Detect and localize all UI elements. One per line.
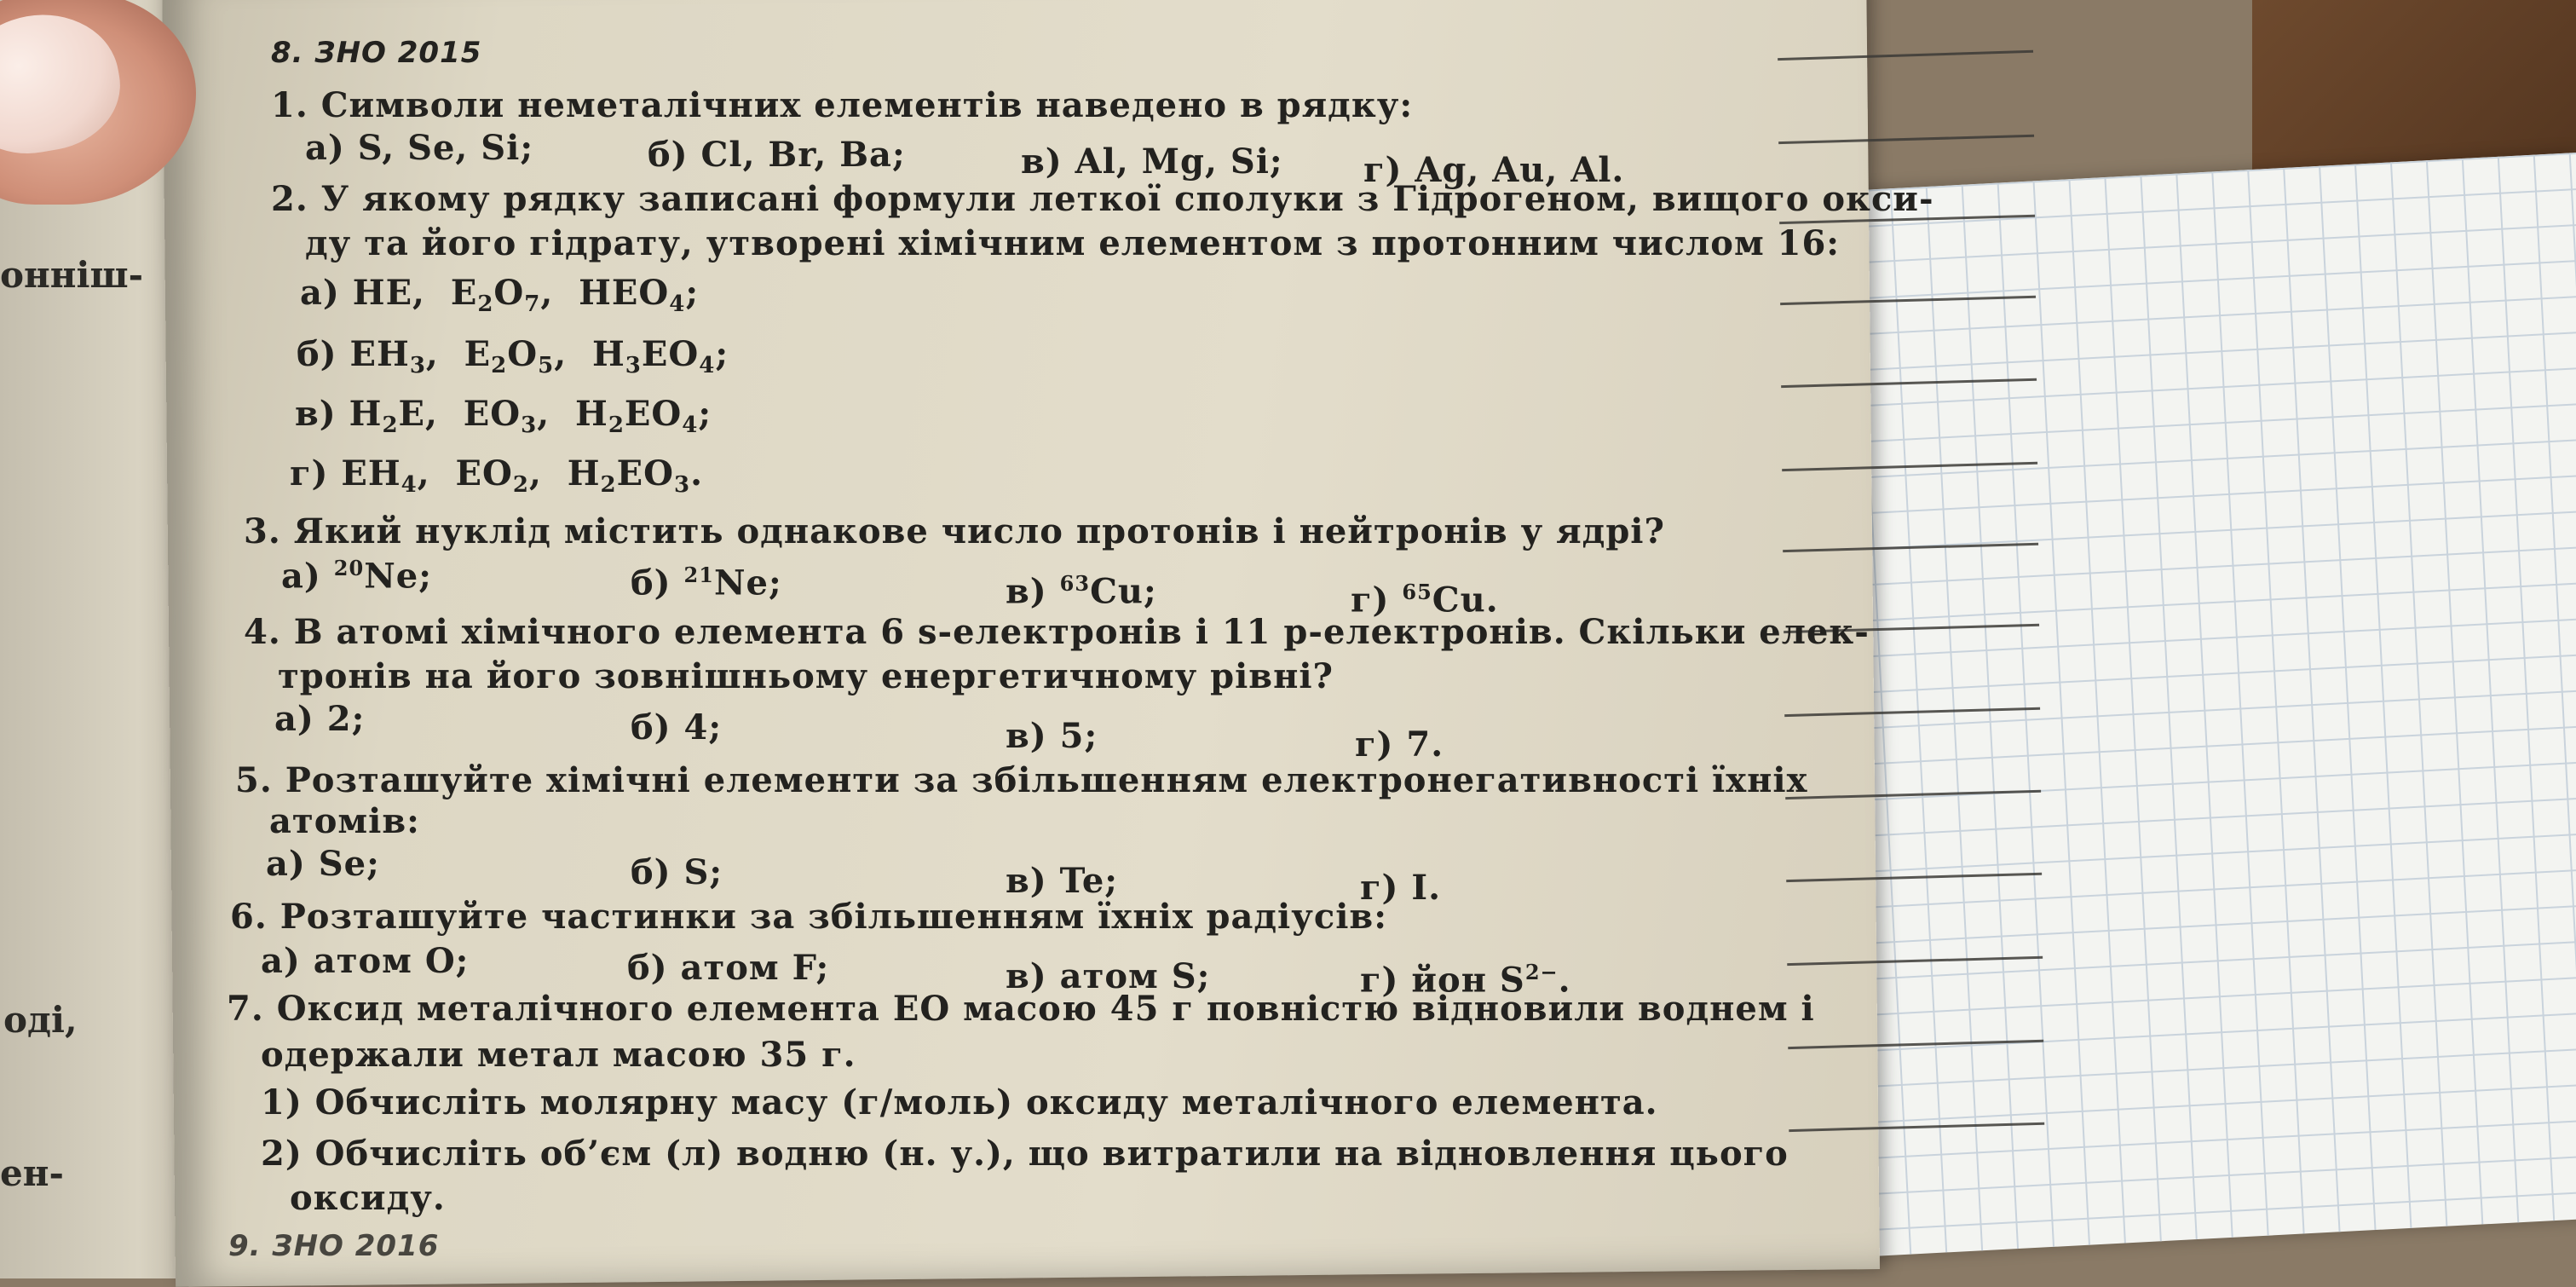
q3-option-d: г) $^{65}$Cu. bbox=[1351, 580, 1499, 620]
q2-option-d: г) $EH_4$, $EO_2$, $H_2EO_3$. bbox=[290, 453, 703, 498]
q2-option-c: в) $H_2E$, $EO_3$, $H_2EO_4$; bbox=[295, 394, 712, 438]
fingernail bbox=[0, 3, 130, 165]
q5-option-d: г) I. bbox=[1360, 868, 1441, 908]
answer-line bbox=[1778, 50, 2033, 61]
margin-fragment: оді, bbox=[3, 999, 78, 1041]
q1-option-c: в) Al, Mg, Si; bbox=[1021, 141, 1283, 182]
question-5-line-2: атомів: bbox=[269, 801, 420, 841]
question-6: 6. Розташуйте частинки за збільшенням їхніх радіусів: bbox=[230, 897, 1387, 937]
question-3: 3. Який нуклід містить однакове число протонів і нейтронів у ядрі? bbox=[244, 511, 1665, 551]
q3-option-a: а) $^{20}$Ne; bbox=[281, 556, 432, 597]
q6-option-b: б) атом F; bbox=[627, 948, 830, 988]
q2-option-a: а) HE, $E_2O_7$, $HEO_4$; bbox=[300, 273, 700, 317]
q4-option-c: в) 5; bbox=[1006, 716, 1098, 756]
q6-option-d: г) йон $S^{2-}$. bbox=[1360, 960, 1571, 1001]
question-1: 1. Символи неметалічних елементів наведено в рядку: bbox=[271, 85, 1414, 125]
margin-fragment: ен- bbox=[0, 1152, 64, 1194]
question-5-line-1: 5. Розташуйте хімічні елементи за збільшенням електронегативності їхніх bbox=[235, 760, 1808, 800]
q3-option-c: в) $^{63}$Cu; bbox=[1006, 571, 1157, 612]
q4-option-d: г) 7. bbox=[1355, 724, 1444, 765]
q5-option-a: а) Se; bbox=[266, 844, 380, 884]
q1-option-b: б) Cl, Br, Ba; bbox=[648, 135, 906, 175]
question-2-line-2: ду та його гідрату, утворені хімічним елементом з протонним числом 16: bbox=[305, 223, 1841, 263]
q6-option-c: в) атом S; bbox=[1006, 956, 1211, 996]
answer-line bbox=[1778, 135, 2034, 144]
question-7-line-1: 7. Оксид металічного елемента EO масою 45 г повністю відновили воднем і bbox=[227, 989, 1815, 1029]
next-section-header-fragment: 9. ЗНО 2016 bbox=[228, 1229, 440, 1263]
section-header: 8. ЗНО 2015 bbox=[271, 36, 482, 70]
question-7-subitem-2: 2) Обчисліть об’єм (л) водню (н. у.), що витратили на відновлення цього bbox=[261, 1134, 1789, 1174]
q2-option-b: б) $EH_3$, $E_2O_5$, $H_3EO_4$; bbox=[297, 334, 729, 378]
q5-option-b: б) S; bbox=[631, 852, 723, 892]
margin-fragment: онніш- bbox=[0, 254, 144, 296]
q6-option-a: а) атом O; bbox=[261, 941, 470, 981]
q4-option-a: а) 2; bbox=[274, 699, 366, 739]
q4-option-b: б) 4; bbox=[631, 707, 723, 747]
q5-option-c: в) Te; bbox=[1006, 861, 1119, 901]
question-7-subitem-3: оксиду. bbox=[290, 1178, 446, 1218]
question-2-line-1: 2. У якому рядку записані формули леткої сполуки з Гідрогеном, вищого окси- bbox=[271, 179, 1934, 219]
question-7-subitem-1: 1) Обчисліть молярну масу (г/моль) оксиду металічного елемента. bbox=[261, 1082, 1658, 1123]
q1-option-d: г) Ag, Au, Al. bbox=[1363, 150, 1625, 190]
question-7-line-2: одержали метал масою 35 г. bbox=[261, 1035, 856, 1075]
q1-option-a: а) S, Se, Si; bbox=[305, 128, 534, 168]
question-4-line-1: 4. В атомі хімічного елемента 6 s-електронів і 11 p-електронів. Скільки елек- bbox=[244, 612, 1870, 652]
question-4-line-2: тронів на його зовнішньому енергетичному рівні? bbox=[278, 656, 1334, 696]
q3-option-b: б) $^{21}$Ne; bbox=[631, 563, 782, 603]
